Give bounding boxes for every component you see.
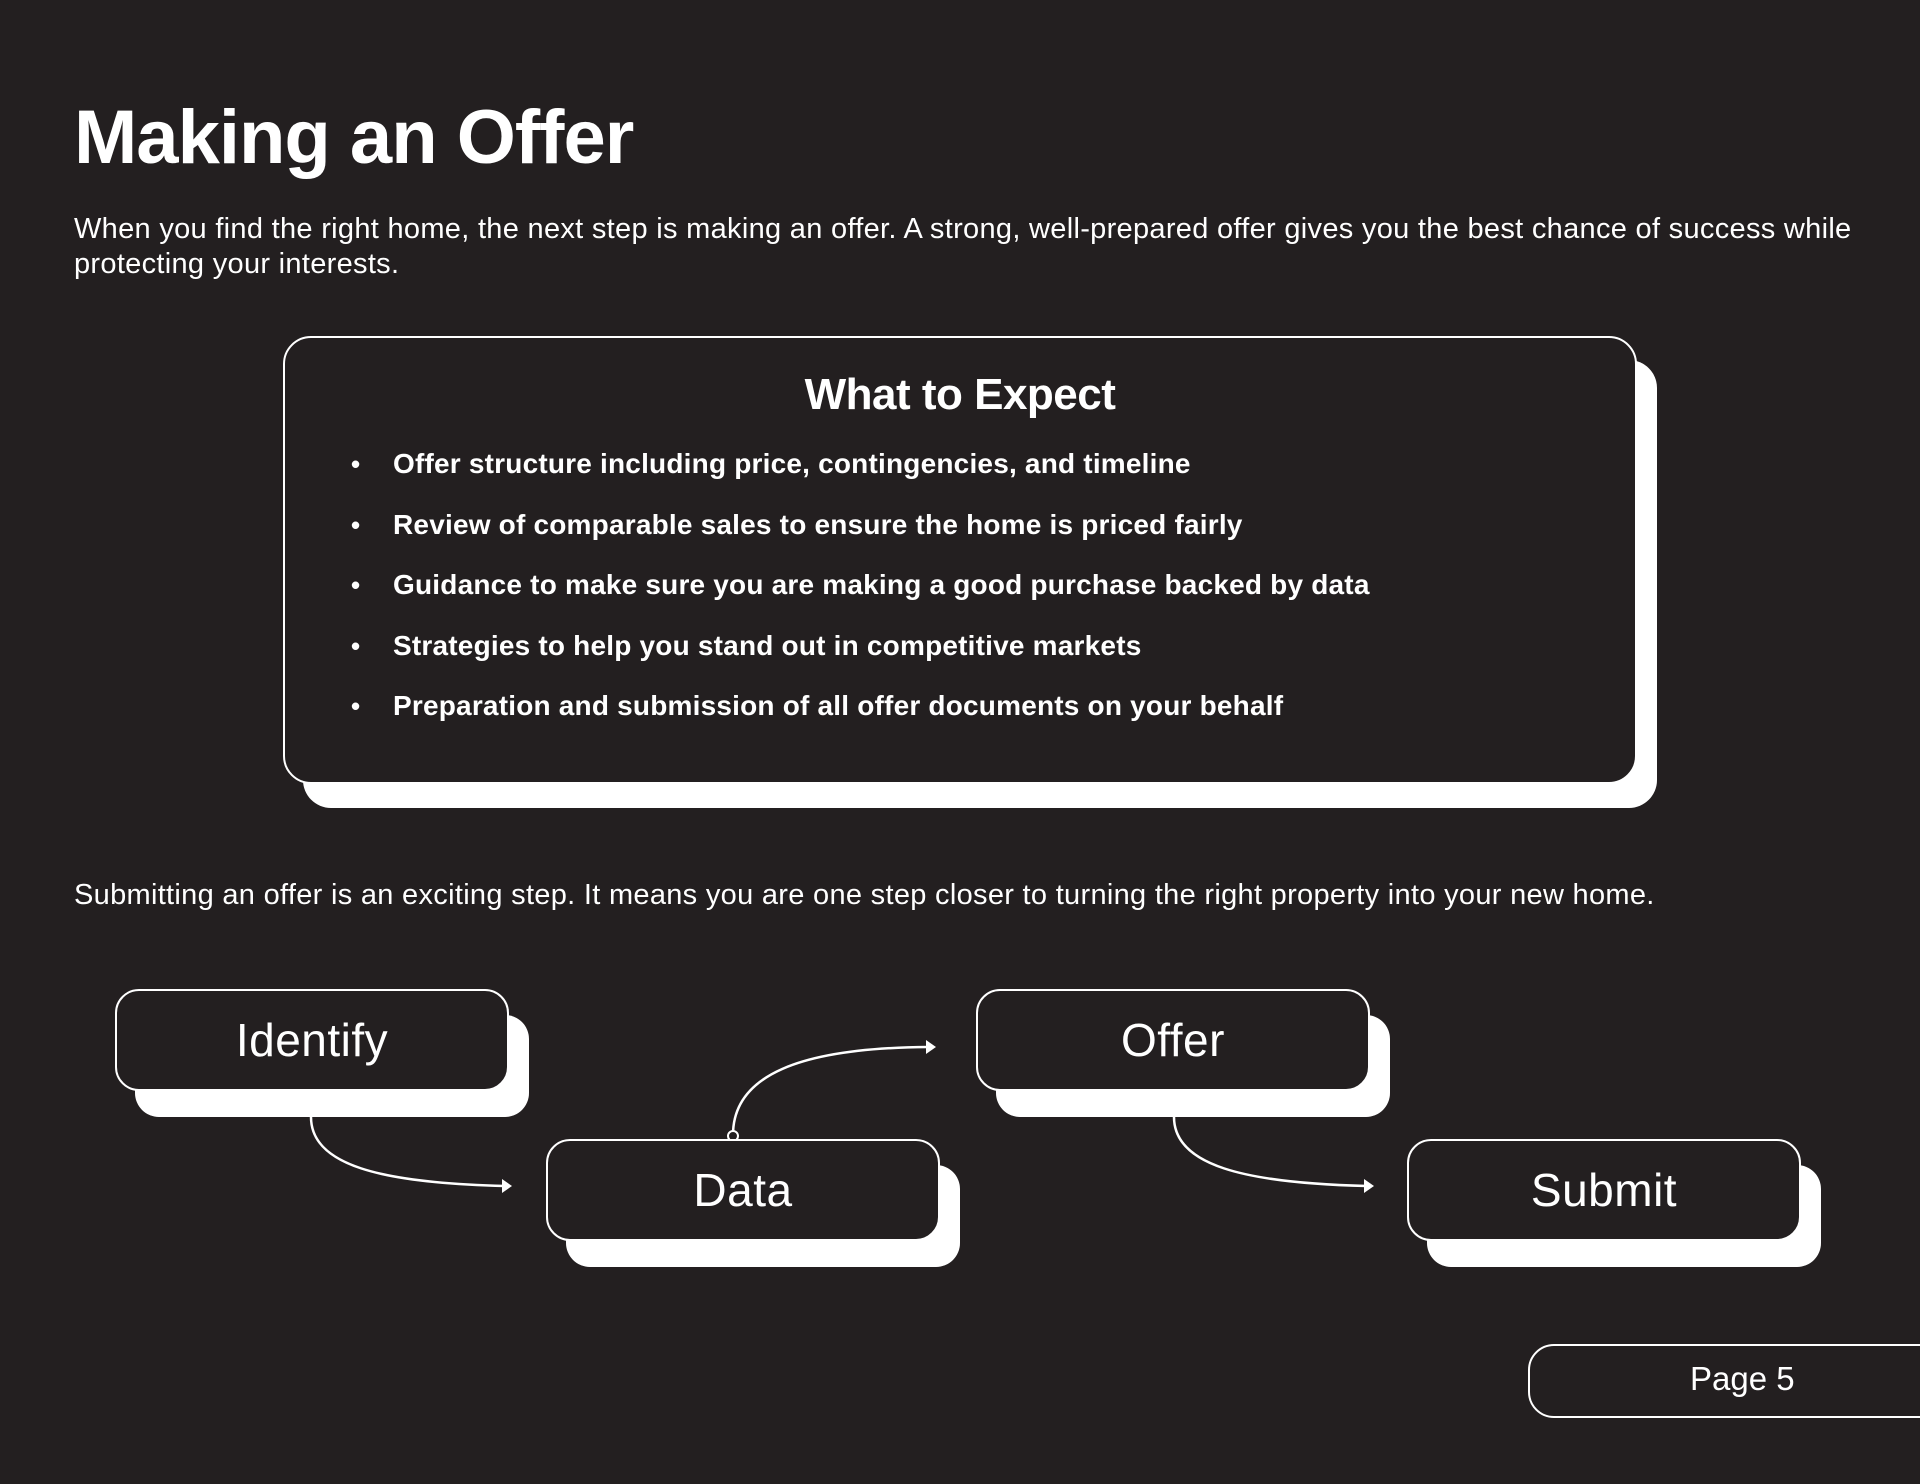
list-item-text: Strategies to help you stand out in competitive markets bbox=[393, 629, 1142, 661]
arrowhead-icon bbox=[502, 1179, 512, 1193]
connector-identify-to-data bbox=[311, 1117, 505, 1186]
bullet-icon: • bbox=[351, 449, 361, 479]
step-submit bbox=[1407, 1139, 1801, 1241]
step-label: Offer bbox=[976, 989, 1370, 1091]
outro-paragraph: Submitting an offer is an exciting step. It means you are one step closer to turning the right property into your new home. bbox=[74, 879, 1655, 911]
step-label: Submit bbox=[1407, 1139, 1801, 1241]
bullet-icon: • bbox=[351, 691, 361, 721]
connector-offer-to-submit bbox=[1174, 1117, 1367, 1186]
page-number: Page 5 bbox=[1690, 1360, 1795, 1397]
card-title: What to Expect bbox=[804, 370, 1116, 419]
list-item-text: Review of comparable sales to ensure the home is priced fairly bbox=[393, 508, 1243, 540]
list-item-text: Offer structure including price, contingencies, and timeline bbox=[393, 448, 1191, 479]
list-item-text: Guidance to make sure you are making a good purchase backed by data bbox=[393, 569, 1370, 600]
page-number-tag bbox=[1528, 1344, 1920, 1418]
arrowhead-icon bbox=[1364, 1179, 1374, 1193]
bullet-icon: • bbox=[351, 509, 361, 540]
step-label: Data bbox=[546, 1139, 940, 1241]
step-identify bbox=[115, 989, 509, 1091]
page-title: Making an Offer bbox=[74, 95, 634, 180]
bullet-icon: • bbox=[351, 570, 361, 600]
step-offer bbox=[976, 989, 1370, 1091]
intro-paragraph: When you find the right home, the next step is making an offer. A strong, well-prepared offer gives you the best chance of success while protecting your interests. bbox=[74, 213, 1852, 280]
step-data bbox=[546, 1139, 940, 1241]
connector-data-to-offer bbox=[733, 1047, 928, 1135]
arrowhead-icon bbox=[926, 1040, 936, 1054]
list-item-text: Preparation and submission of all offer documents on your behalf bbox=[393, 690, 1284, 721]
step-label: Identify bbox=[115, 989, 509, 1091]
bullet-icon: • bbox=[351, 630, 361, 661]
